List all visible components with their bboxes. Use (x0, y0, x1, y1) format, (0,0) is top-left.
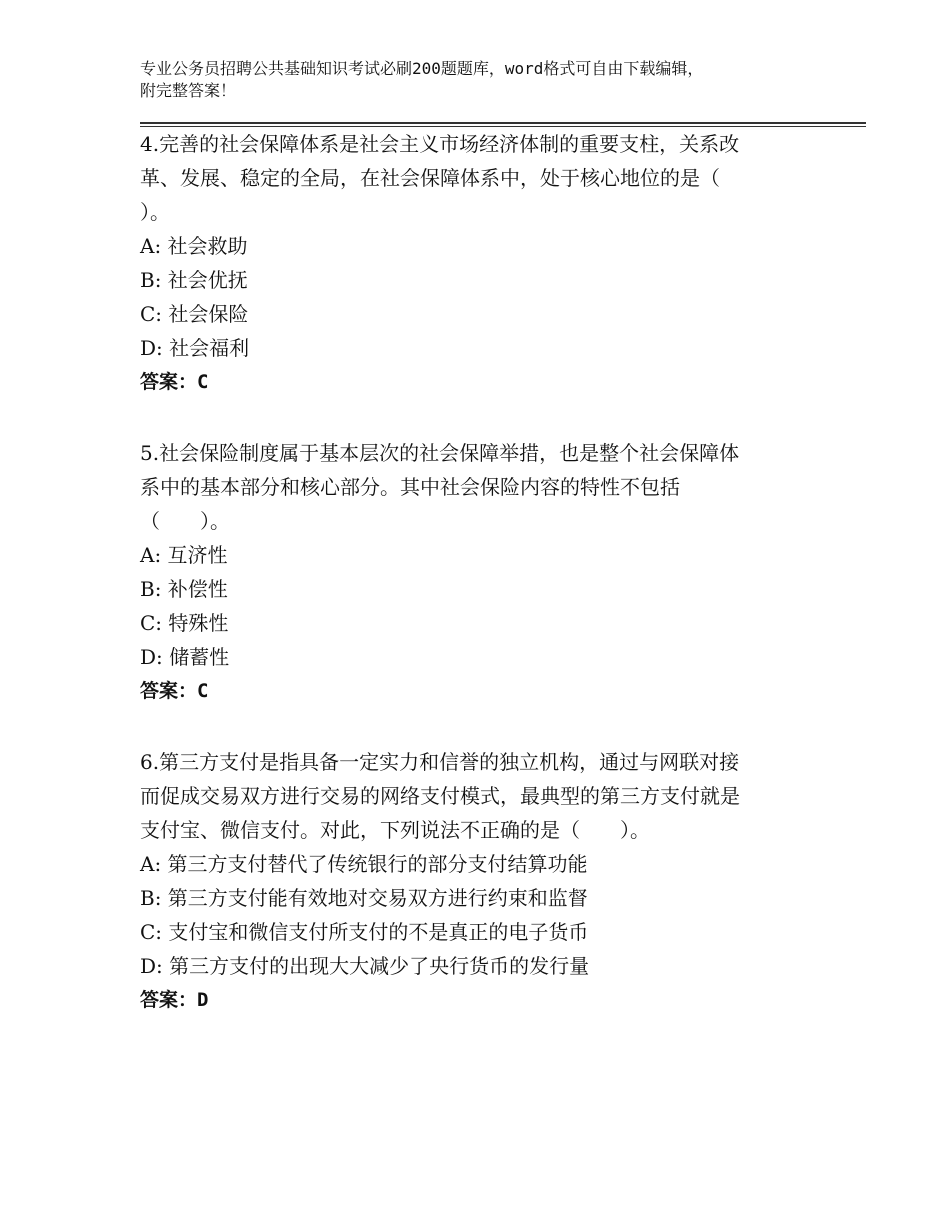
option-c: C: 特殊性 (140, 611, 229, 635)
option-b: B: 补偿性 (140, 577, 228, 601)
question-stem-line: 4.完善的社会保障体系是社会主义市场经济体制的重要支柱，关系改 (140, 132, 740, 156)
option-b: B: 第三方支付能有效地对交易双方进行约束和监督 (140, 886, 588, 910)
option-c: C: 支付宝和微信支付所支付的不是真正的电子货币 (140, 920, 589, 944)
question-5 (140, 436, 800, 708)
header-rule-thick (140, 122, 866, 124)
question-stem-line: 5.社会保险制度属于基本层次的社会保障举措，也是整个社会保障体 (140, 441, 740, 465)
answer: 答案：C (140, 371, 209, 393)
header-line-2: 附完整答案！ (140, 81, 237, 100)
answer: 答案：C (140, 680, 209, 702)
question-stem-line: 而促成交易双方进行交易的网络支付模式，最典型的第三方支付就是 (140, 784, 740, 808)
page-header (140, 58, 840, 102)
question-stem-line: （ ）。 (140, 509, 230, 533)
question-4 (140, 127, 800, 399)
question-stem-line: 6.第三方支付是指具备一定实力和信誉的独立机构，通过与网联对接 (140, 750, 740, 774)
answer: 答案：D (140, 989, 209, 1011)
question-6 (140, 745, 800, 1017)
option-d: D: 第三方支付的出现大大减少了央行货币的发行量 (140, 954, 590, 978)
option-d: D: 储蓄性 (140, 645, 230, 669)
question-list (140, 127, 800, 1054)
question-stem-line: 支付宝、微信支付。对此，下列说法不正确的是（ ）。 (140, 818, 650, 842)
question-stem-line: ）。 (140, 200, 170, 224)
option-b: B: 社会优抚 (140, 268, 248, 292)
option-a: A: 互济性 (140, 543, 228, 567)
option-c: C: 社会保险 (140, 302, 249, 326)
option-a: A: 第三方支付替代了传统银行的部分支付结算功能 (140, 852, 588, 876)
header-line-1: 专业公务员招聘公共基础知识考试必刷200题题库，word格式可自由下载编辑， (140, 59, 704, 78)
question-stem-line: 革、发展、稳定的全局，在社会保障体系中，处于核心地位的是（ (140, 166, 720, 190)
question-stem-line: 系中的基本部分和核心部分。其中社会保险内容的特性不包括 (140, 475, 680, 499)
option-a: A: 社会救助 (140, 234, 248, 258)
option-d: D: 社会福利 (140, 336, 250, 360)
